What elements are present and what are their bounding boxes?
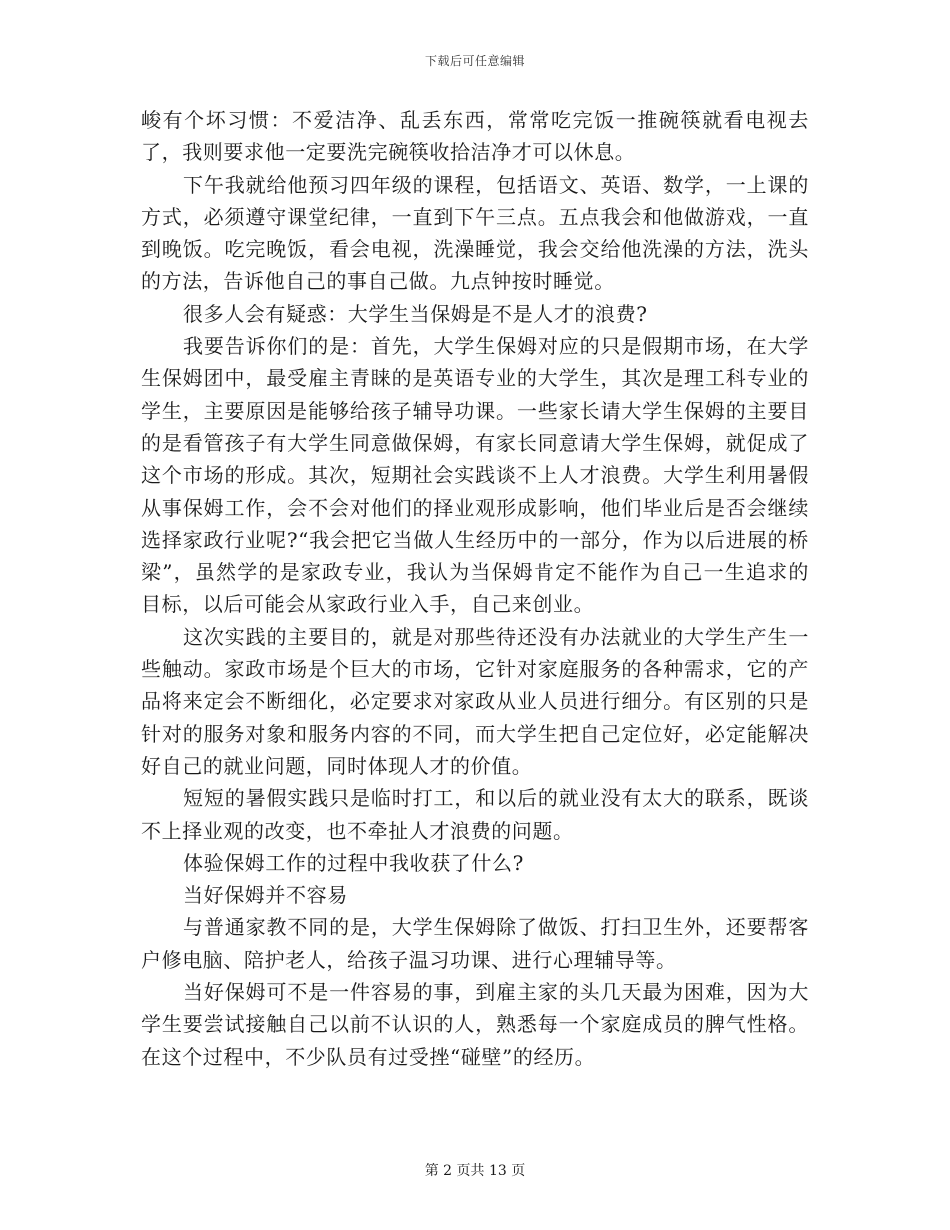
document-body [141, 104, 809, 1073]
page-number: 第 2 页共 13 页 [424, 1163, 526, 1179]
paragraph: 短短的暑假实践只是临时打工，和以后的就业没有太大的联系，既谈不上择业观的改变，也不牵扯人才浪费的问题。 [141, 786, 809, 843]
paragraph: 当好保姆可不是一件容易的事，到雇主家的头几天最为困难，因为大学生要尝试接触自己以前不认识的人，熟悉每一个家庭成员的脾气性格。在这个过程中，不少队员有过受挫“碰壁”的经历。 [141, 980, 809, 1069]
page-header: 下载后可任意编辑 [424, 54, 525, 68]
section-question: 体验保姆工作的过程中我收获了什么? [183, 850, 524, 875]
paragraph: 下午我就给他预习四年级的课程，包括语文、英语、数学，一上课的方式，必须遵守课堂纪律，一直到下午三点。五点我会和他做游戏，一直到晚饭。吃完晚饭，看会电视，洗澡睡觉，我会交给他洗澡的方法，洗头的方法，告诉他自己的事自己做。九点钟按时睡觉。 [141, 172, 809, 294]
section-heading: 当好保姆并不容易 [183, 883, 348, 908]
paragraph: 很多人会有疑惑：大学生当保姆是不是人才的浪费? [183, 301, 648, 326]
paragraph: 峻有个坏习惯：不爱洁净、乱丢东西，常常吃完饭一推碗筷就看电视去了，我则要求他一定要洗完碗筷收拾洁净才可以休息。 [141, 108, 809, 165]
paragraph: 与普通家教不同的是，大学生保姆除了做饭、打扫卫生外，还要帮客户修电脑、陪护老人，给孩子温习功课、进行心理辅导等。 [141, 915, 809, 972]
paragraph: 我要告诉你们的是：首先，大学生保姆对应的只是假期市场，在大学生保姆团中，最受雇主青睐的是英语专业的大学生，其次是理工科专业的学生，主要原因是能够给孩子辅导功课。一些家长请大学生保姆的主要目的是看管孩子有大学生同意做保姆，有家长同意请大学生保姆，就促成了这个市场的形成。其次，短期社会实践谈不上人才浪费。大学生利用暑假从事保姆工作，会不会对他们的择业观形成影响，他们毕业后是否会继续选择家政行业呢?“我会把它当做人生经历中的一部分，作为以后进展的桥梁”，虽然学的是家政专业，我认为当保姆肯定不能作为自己一生追求的目标，以后可能会从家政行业入手，自己来创业。 [141, 334, 809, 617]
paragraph: 这次实践的主要目的，就是对那些待还没有办法就业的大学生产生一些触动。家政市场是个巨大的市场，它针对家庭服务的各种需求，它的产品将来定会不断细化，必定要求对家政从业人员进行细分。有区别的只是针对的服务对象和服务内容的不同，而大学生把自己定位好，必定能解决好自己的就业问题，同时体现人才的价值。 [141, 624, 809, 778]
